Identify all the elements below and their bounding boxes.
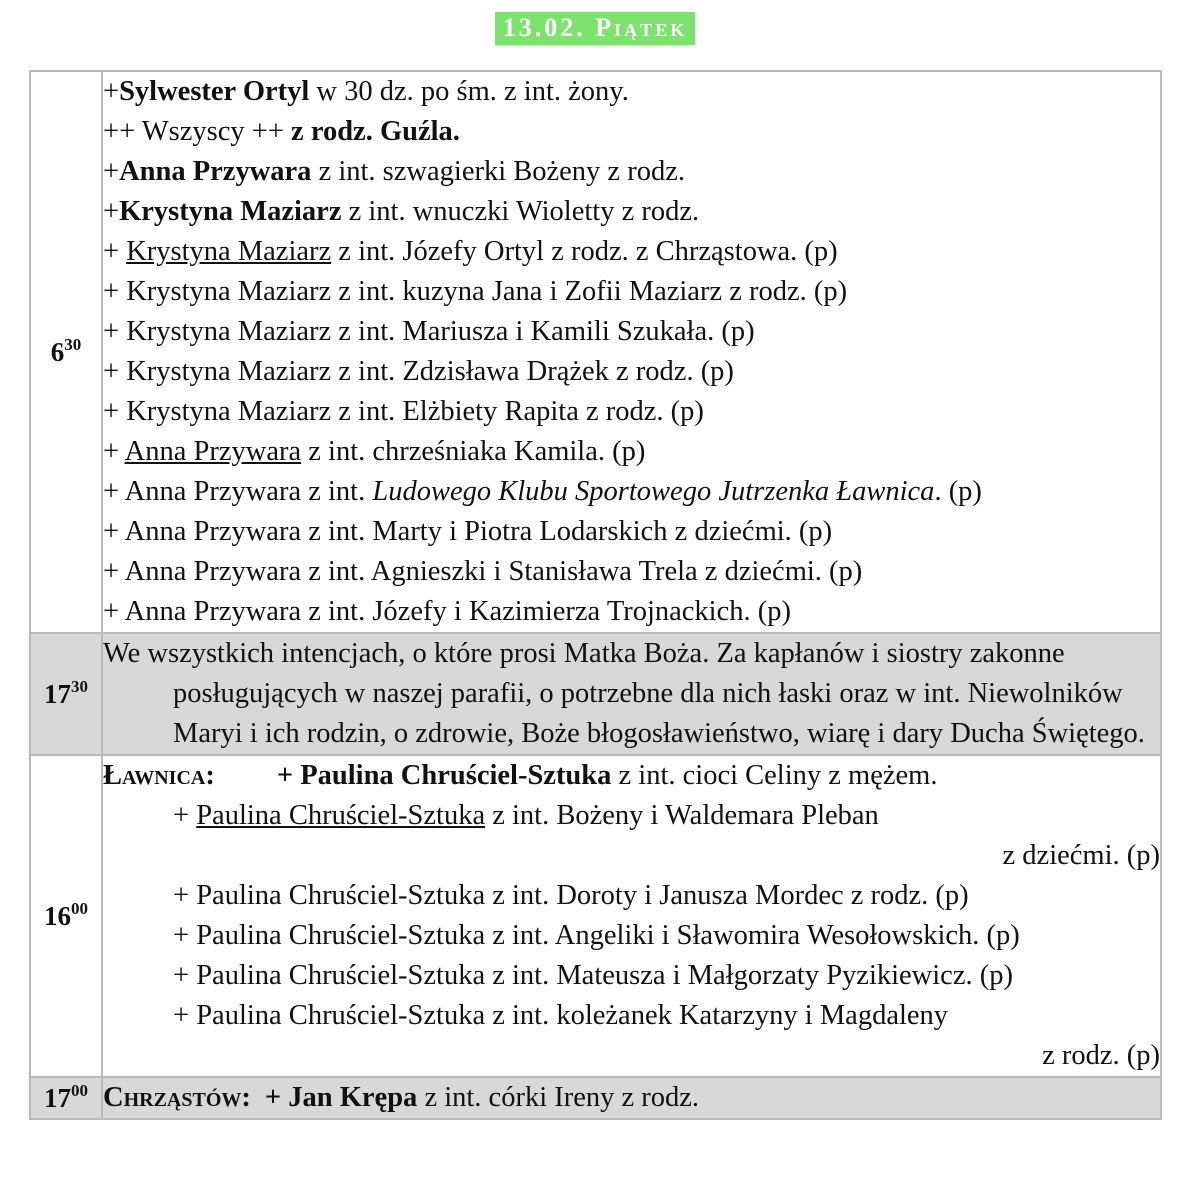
- mass-time-3: $16^{00}$: [30, 755, 102, 1077]
- mass-row-4: [30, 1077, 1161, 1119]
- intention-line: + Krystyna Maziarz z int. Elżbiety Rapita z rodz. (p): [103, 396, 704, 427]
- intention-line: + Krystyna Maziarz z int. Zdzisława Drążek z rodz. (p): [103, 356, 734, 387]
- intention-line: + Paulina Chruściel-Sztuka z int. koleżanek Katarzyny i Magdaleny: [173, 1000, 949, 1031]
- mass-time-1: $6^{30}$: [30, 71, 102, 633]
- mass-intentions-1: [102, 71, 1161, 633]
- mass-intentions-4: [102, 1077, 1161, 1119]
- schedule-table: [29, 70, 1162, 1120]
- intention-line: + Anna Przywara z int. Ludowego Klubu Sportowego Jutrzenka Ławnica. (p): [103, 476, 982, 507]
- intention-line: + Krystyna Maziarz z int. kuzyna Jana i Zofii Maziarz z rodz. (p): [103, 276, 848, 307]
- intention-line: + Anna Przywara z int. Marty i Piotra Lodarskich z dziećmi. (p): [103, 516, 833, 547]
- mass-row-3: [30, 755, 1161, 1077]
- page-title: 13.02. Piątek: [495, 12, 695, 45]
- intention-line: + Anna Przywara z int. Józefy i Kazimierza Trojnackich. (p): [103, 596, 791, 627]
- mass-intentions-2: [102, 633, 1161, 755]
- mass-intentions-3: [102, 755, 1161, 1077]
- intention-line: + Krystyna Maziarz z int. Mariusza i Kamili Szukała. (p): [103, 316, 755, 347]
- mass-row-2: [30, 633, 1161, 755]
- mass-time-4: $17^{00}$: [30, 1077, 102, 1119]
- intention-line: + Paulina Chruściel-Sztuka z int. Angeliki i Sławomira Wesołowskich. (p): [173, 920, 1020, 951]
- intention-line: + Krystyna Maziarz z int. Józefy Ortyl z rodz. z Chrząstowa. (p): [103, 236, 838, 267]
- intention-line: + Paulina Chruściel-Sztuka z int. Mateusza i Małgorzaty Pyzikiewicz. (p): [173, 960, 1013, 991]
- intention-line: + Anna Przywara z int. chrześniaka Kamila. (p): [103, 436, 646, 467]
- title-wrap: [0, 12, 1190, 45]
- intention-line-cont: z dziećmi. (p): [1002, 840, 1160, 871]
- intention-line: ++ Wszyscy ++ z rodz. Guźla.: [103, 116, 460, 147]
- intention-line-cont: z rodz. (p): [1042, 1040, 1160, 1071]
- place-label: Ławnica:: [103, 760, 215, 791]
- mass-row-1: [30, 71, 1161, 633]
- intention-text: We wszystkich intencjach, o które prosi Matka Boża. Za kapłanów i siostry zakonne posługujących w naszej parafii, o potrzebne dla nich łaski oraz w int. Niewolników Maryi i ich rodzin, o zdrowie, Boże błogosławieństwo, wiarę i dary Ducha Świętego.: [103, 638, 1145, 749]
- intention-line: +Anna Przywara z int. szwagierki Bożeny z rodz.: [103, 156, 685, 187]
- intention-line: +Sylwester Ortyl w 30 dz. po śm. z int. żony.: [103, 76, 629, 107]
- intention-line: + Paulina Chruściel-Sztuka z int. Bożeny i Waldemara Pleban: [173, 800, 879, 831]
- intention-line: +Krystyna Maziarz z int. wnuczki Wioletty z rodz.: [103, 196, 700, 227]
- place-label: Chrząstów:: [103, 1082, 251, 1113]
- intention-line: + Anna Przywara z int. Agnieszki i Stanisława Trela z dziećmi. (p): [103, 556, 863, 587]
- intention-line: Chrząstów: + Jan Krępa z int. córki Ireny z rodz.: [103, 1082, 700, 1113]
- mass-time-2: $17^{30}$: [30, 633, 102, 755]
- intention-line: Ławnica: + Paulina Chruściel-Sztuka z int. cioci Celiny z mężem.: [103, 760, 938, 791]
- intention-line: + Paulina Chruściel-Sztuka z int. Doroty i Janusza Mordec z rodz. (p): [173, 880, 969, 911]
